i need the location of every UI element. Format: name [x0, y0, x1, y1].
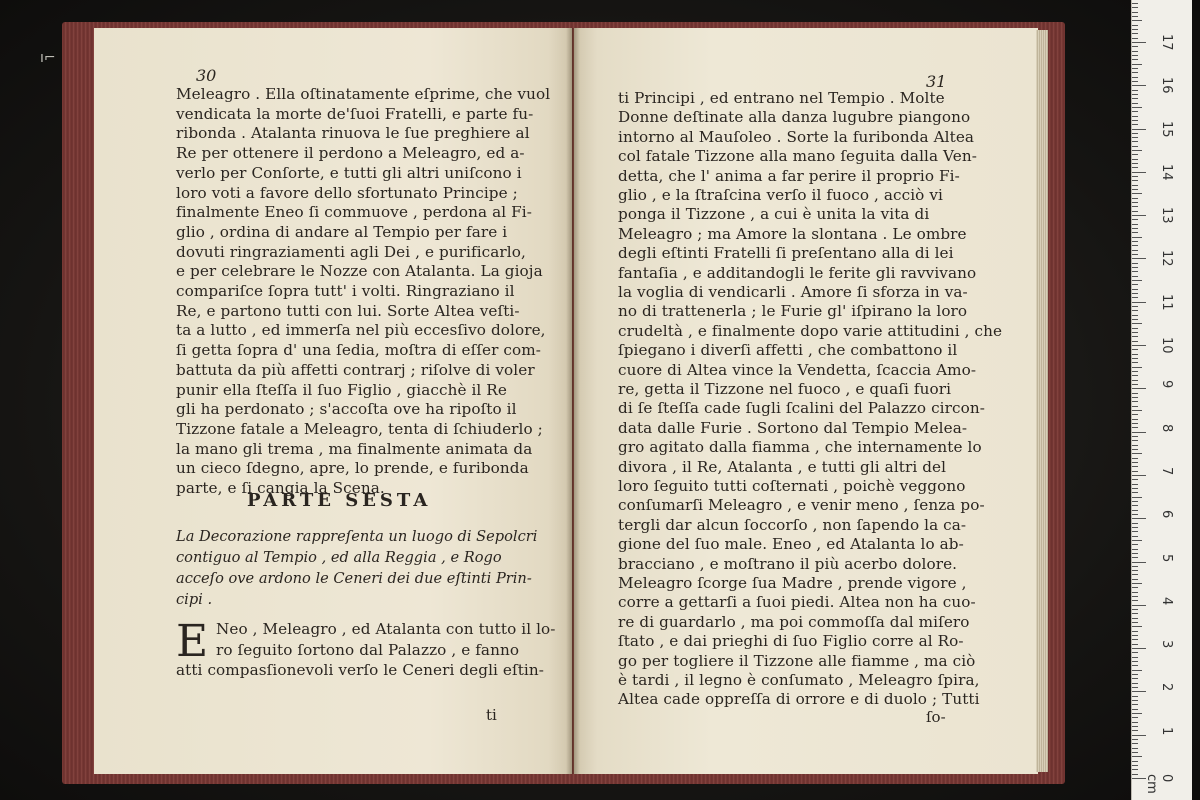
- ruler-tick: [1132, 345, 1146, 346]
- ruler-tick: [1132, 94, 1138, 95]
- ruler-tick: [1132, 596, 1138, 597]
- ruler-tick: [1132, 709, 1138, 710]
- catchword-left: ti: [486, 706, 497, 724]
- drop-cap: E: [176, 616, 209, 667]
- ruler-tick: [1132, 198, 1138, 199]
- ruler-tick: [1132, 332, 1138, 333]
- ruler-tick: [1132, 319, 1138, 320]
- ruler-tick: [1132, 16, 1138, 17]
- ruler-tick: [1132, 427, 1138, 428]
- text-line: no di trattenerla ; le Furie gl' iſpirano la loro: [618, 302, 968, 321]
- ruler-tick: [1132, 730, 1138, 731]
- text-line: ribonda . Atalanta rinuova le ſue preghiere al: [176, 124, 530, 143]
- measurement-ruler: [1131, 0, 1192, 800]
- ruler-tick: [1132, 154, 1138, 155]
- ruler-tick: [1132, 605, 1146, 606]
- ruler-tick: [1132, 458, 1138, 459]
- ruler-tick: [1132, 341, 1138, 342]
- ruler-tick: [1132, 423, 1138, 424]
- ruler-tick: [1132, 211, 1138, 212]
- section-heading: PARTE SESTA: [247, 490, 432, 511]
- ruler-tick: [1132, 644, 1138, 645]
- ruler-tick: [1132, 33, 1138, 34]
- ruler-tick: [1132, 527, 1138, 528]
- ruler-tick: [1132, 263, 1138, 264]
- ruler-tick: [1132, 107, 1142, 108]
- ruler-tick: [1132, 453, 1142, 454]
- ruler-tick: [1132, 462, 1138, 463]
- ruler-tick: [1132, 432, 1146, 433]
- ruler-tick: [1132, 652, 1138, 653]
- text-line: cuore di Altea vince la Vendetta, ſcaccia Amo-: [618, 360, 977, 379]
- text-line: crudeltà , e finalmente dopo varie attitudini , che: [618, 321, 1003, 340]
- right-page: [574, 28, 1038, 774]
- text-line: Neo , Meleagro , ed Atalanta con tutto il lo-: [216, 620, 556, 638]
- ruler-tick: [1132, 484, 1138, 485]
- ruler-tick: [1132, 280, 1142, 281]
- ruler-tick: [1132, 401, 1138, 402]
- text-line: parte, e ſi cangia la Scena.: [176, 479, 385, 497]
- ruler-tick: [1132, 72, 1138, 73]
- ruler-tick: [1132, 756, 1142, 757]
- text-line: glio , ordina di andare al Tempio per fare i: [176, 222, 508, 241]
- ruler-tick: [1132, 531, 1138, 532]
- ruler-tick: [1132, 98, 1138, 99]
- text-line: gro agitato dalla fiamma , che internamente lo: [618, 438, 982, 457]
- ruler-tick: [1132, 674, 1138, 675]
- ruler-tick: [1132, 505, 1138, 506]
- ruler-tick: [1132, 609, 1138, 610]
- ruler-tick: [1132, 739, 1138, 740]
- text-line: Tizzone fatale a Meleagro, tenta di ſchiuderlo ;: [176, 419, 543, 438]
- text-line: ſi getta ſopra d' una ſedia, moſtra di eſſer com-: [176, 341, 542, 360]
- ruler-tick: [1132, 232, 1138, 233]
- ruler-tick: [1132, 293, 1138, 294]
- ruler-tick: [1132, 219, 1138, 220]
- ruler-tick: [1132, 237, 1142, 238]
- ruler-tick: [1132, 479, 1138, 480]
- decoration-line: cipi .: [176, 591, 213, 608]
- text-line: ponga il Tizzone , a cui è unita la vita di: [618, 205, 930, 224]
- ruler-label: 11: [1159, 293, 1174, 311]
- ruler-tick: [1132, 167, 1138, 168]
- text-line: atti compasſionevoli verſo le Ceneri degli eſtin-: [176, 661, 544, 679]
- ruler-label: 8: [1159, 423, 1174, 432]
- decoration-line: La Decorazione rappreſenta un luogo di Sepolcri: [176, 528, 538, 545]
- ruler-tick: [1132, 665, 1138, 666]
- text-line: Meleagro ; ma Amore la slontana . Le ombre: [618, 224, 967, 243]
- ruler-tick: [1132, 375, 1138, 376]
- text-line: corre a gettarſi a ſuoi piedi. Altea non ha cuo-: [618, 593, 976, 612]
- ruler-tick: [1132, 284, 1138, 285]
- ruler-tick: [1132, 393, 1138, 394]
- text-line: vendicata la morte de'ſuoi Fratelli, e parte fu-: [176, 104, 534, 123]
- text-line: fantaſia , e additandogli le ferite gli ravvivano: [618, 263, 977, 282]
- ruler-tick: [1132, 722, 1138, 723]
- ruler-label: 12: [1159, 250, 1174, 267]
- ruler-tick: [1132, 362, 1138, 363]
- ruler-tick: [1132, 774, 1138, 775]
- ruler-tick: [1132, 696, 1138, 697]
- text-line: degli eſtinti Fratelli ſi preſentano alla di lei: [618, 244, 954, 263]
- ruler-tick: [1132, 380, 1138, 381]
- ruler-tick: [1132, 349, 1138, 350]
- text-line: go per togliere il Tizzone alle fiamme , ma ciò: [618, 651, 976, 670]
- ruler-tick: [1132, 176, 1138, 177]
- ruler-tick: [1132, 20, 1142, 21]
- ruler-tick: [1132, 492, 1138, 493]
- page-number-left: 30: [196, 66, 217, 85]
- left-page: [94, 28, 572, 774]
- ruler-tick: [1132, 587, 1138, 588]
- text-line: gione del ſuo male. Eneo , ed Atalanta lo ab-: [618, 535, 964, 554]
- ruler-tick: [1132, 713, 1142, 714]
- decoration-line: contiguo al Tempio , ed alla Reggia , e Rogo: [176, 549, 502, 566]
- ruler-tick: [1132, 193, 1142, 194]
- decoration-line: acceſo ove ardono le Ceneri dei due eſtinti Prin-: [176, 570, 532, 587]
- ruler-tick: [1132, 228, 1138, 229]
- text-line: loro ſeguito tutti coſternati , poichè veggono: [618, 477, 966, 495]
- ruler-tick: [1132, 657, 1138, 658]
- ruler-tick: [1132, 592, 1138, 593]
- ruler-tick: [1132, 635, 1138, 636]
- ruler-tick: [1132, 354, 1138, 355]
- text-line: glio , e la ſtraſcina verſo il fuoco , acciò vi: [618, 186, 943, 204]
- ruler-tick: [1132, 726, 1138, 727]
- ruler-tick: [1132, 271, 1138, 272]
- ruler-tick: [1132, 618, 1138, 619]
- ruler-tick: [1132, 367, 1142, 368]
- text-line: la voglia di vendicarli . Amore ſi sforza in va-: [618, 283, 968, 301]
- text-line: e per celebrare le Nozze con Atalanta. La gioja: [176, 262, 543, 281]
- ruler-tick: [1132, 501, 1138, 502]
- ruler-tick: [1132, 613, 1138, 614]
- ruler-tick: [1132, 471, 1138, 472]
- ruler-tick: [1132, 475, 1146, 476]
- ruler-tick: [1132, 466, 1138, 467]
- ruler-tick: [1132, 150, 1142, 151]
- ruler-tick: [1132, 388, 1146, 389]
- ruler-tick: [1132, 297, 1138, 298]
- ruler-tick: [1132, 258, 1146, 259]
- ruler-tick: [1132, 626, 1142, 627]
- ruler-label: 1: [1159, 726, 1174, 735]
- ruler-tick: [1132, 302, 1146, 303]
- ruler-tick: [1132, 306, 1138, 307]
- ruler-tick: [1132, 328, 1138, 329]
- ruler-tick: [1132, 3, 1138, 4]
- ruler-label: 17: [1159, 33, 1174, 51]
- ruler-tick: [1132, 129, 1146, 130]
- ruler-tick: [1132, 449, 1138, 450]
- ruler-tick: [1132, 85, 1146, 86]
- ruler-tick: [1132, 397, 1138, 398]
- ruler-tick: [1132, 336, 1138, 337]
- ruler-tick: [1132, 202, 1138, 203]
- text-line: tergli dar alcun ſoccorſo , non ſapendo la ca-: [618, 515, 967, 534]
- text-line: Re per ottenere il perdono a Meleagro, ed a-: [176, 144, 525, 163]
- text-line: la mano gli trema , ma finalmente animata da: [176, 439, 533, 458]
- ruler-tick: [1132, 648, 1146, 649]
- ruler-label: 0 cm: [1144, 774, 1174, 794]
- ruler-tick: [1132, 406, 1138, 407]
- text-line: ti Principi , ed entrano nel Tempio . Molte: [618, 89, 945, 107]
- ruler-tick: [1132, 64, 1142, 65]
- text-line: un cieco ſdegno, apre, lo prende, e furibonda: [176, 459, 529, 478]
- ruler-tick: [1132, 562, 1146, 563]
- text-line: compariſce ſopra tutt' i volti. Ringraziano il: [176, 282, 515, 300]
- ruler-tick: [1132, 163, 1138, 164]
- ruler-tick: [1132, 159, 1138, 160]
- ruler-tick: [1132, 687, 1138, 688]
- ruler-tick: [1132, 189, 1138, 190]
- ruler-tick: [1132, 90, 1138, 91]
- ruler-label: 15: [1159, 120, 1174, 138]
- ruler-tick: [1132, 42, 1146, 43]
- ruler-tick: [1132, 765, 1138, 766]
- ruler-label: 13: [1159, 207, 1174, 224]
- ruler-tick: [1132, 414, 1138, 415]
- ruler-tick: [1132, 29, 1138, 30]
- ruler-tick: [1132, 120, 1138, 121]
- text-line: Meleagro ſcorge ſua Madre , prende vigore ,: [618, 574, 967, 592]
- text-line: data dalle Furie . Sortono dal Tempio Melea-: [618, 418, 968, 437]
- ruler-tick: [1132, 180, 1138, 181]
- text-line: punir ella ſteſſa il ſuo Figlio , giacchè il Re: [176, 380, 507, 399]
- ruler-tick: [1132, 678, 1138, 679]
- ruler-tick: [1132, 206, 1138, 207]
- ruler-tick: [1132, 445, 1138, 446]
- ruler-tick: [1132, 510, 1138, 511]
- ruler-tick: [1132, 553, 1138, 554]
- ruler-tick: [1132, 419, 1138, 420]
- ruler-tick: [1132, 224, 1138, 225]
- ruler-tick: [1132, 146, 1138, 147]
- text-line: ſpiegano i diverſi affetti , che combattono il: [618, 341, 958, 360]
- ruler-tick: [1132, 384, 1138, 385]
- ruler-tick: [1132, 250, 1138, 251]
- catchword-right: ſo-: [926, 708, 946, 726]
- ruler-tick: [1132, 124, 1138, 125]
- text-line: gli ha perdonato ; s'accoſta ove ha ripoſto il: [176, 400, 517, 419]
- ruler-tick: [1132, 670, 1142, 671]
- ruler-tick: [1132, 557, 1138, 558]
- ruler-tick: [1132, 55, 1138, 56]
- ruler-tick: [1132, 574, 1138, 575]
- ruler-tick: [1132, 631, 1138, 632]
- ruler-tick: [1132, 77, 1138, 78]
- ruler-tick: [1132, 436, 1138, 437]
- ruler-tick: [1132, 622, 1138, 623]
- ruler-tick: [1132, 540, 1142, 541]
- ruler-tick: [1132, 523, 1138, 524]
- ruler-label: 2: [1159, 683, 1174, 692]
- text-line: Donne deſtinate alla danza lugubre piangono: [618, 108, 971, 127]
- ruler-tick: [1132, 761, 1138, 762]
- text-line: intorno al Mauſoleo . Sorte la furibonda Altea: [618, 127, 975, 146]
- ruler-tick: [1132, 38, 1138, 39]
- text-line: battuta da più affetti contrarj ; riſolve di voler: [176, 360, 535, 379]
- ruler-tick: [1132, 323, 1142, 324]
- ruler-tick: [1132, 691, 1146, 692]
- text-line: Meleagro . Ella oſtinatamente eſprime, che vuol: [176, 85, 551, 103]
- ruler-tick: [1132, 68, 1138, 69]
- text-line: bracciano , e moſtrano il più acerbo dolore.: [618, 554, 958, 573]
- book-gutter: [566, 28, 580, 774]
- text-line: divora , il Re, Atalanta , e tutti gli altri del: [618, 457, 947, 476]
- ruler-label: 7: [1159, 466, 1174, 476]
- text-line: ro ſeguito ſortono dal Palazzo , e fanno: [216, 640, 520, 659]
- ruler-tick: [1132, 59, 1138, 60]
- ruler-tick: [1132, 497, 1142, 498]
- ruler-tick: [1132, 7, 1138, 8]
- text-line: verlo per Conſorte, e tutti gli altri uniſcono i: [176, 163, 522, 182]
- ruler-tick: [1132, 111, 1138, 112]
- ruler-tick: [1132, 566, 1138, 567]
- page-edges: [1036, 30, 1048, 772]
- ruler-label: 9: [1159, 380, 1174, 389]
- ruler-tick: [1132, 103, 1138, 104]
- ruler-label: 3: [1159, 640, 1174, 649]
- ruler-tick: [1132, 570, 1138, 571]
- page-number-right: 31: [926, 72, 947, 91]
- ruler-tick: [1132, 315, 1138, 316]
- ruler-tick: [1132, 639, 1138, 640]
- ruler-tick: [1132, 133, 1138, 134]
- text-line: ſtato , e dai prieghi di ſuo Figlio corre al Ro-: [618, 632, 964, 651]
- ruler-tick: [1132, 12, 1138, 13]
- ruler-tick: [1132, 241, 1138, 242]
- ruler-label: 16: [1159, 77, 1174, 94]
- text-line: dovuti ringraziamenti agli Dei , e purificarlo,: [176, 242, 526, 261]
- ruler-label: 6: [1159, 510, 1174, 519]
- ruler-tick: [1132, 254, 1138, 255]
- ruler-tick: [1132, 600, 1138, 601]
- text-line: ta a lutto , ed immerſa nel più eccesſivo dolore,: [176, 321, 546, 340]
- ruler-tick: [1132, 769, 1138, 770]
- ruler-tick: [1132, 488, 1138, 489]
- ruler-tick: [1132, 579, 1138, 580]
- ruler-tick: [1132, 410, 1142, 411]
- ruler-tick: [1132, 215, 1146, 216]
- ruler-tick: [1132, 172, 1146, 173]
- ruler-tick: [1132, 440, 1138, 441]
- ruler-tick: [1132, 185, 1138, 186]
- text-line: conſumarſi Meleagro , e venir meno , ſenza po-: [618, 496, 985, 515]
- ruler-tick: [1132, 116, 1138, 117]
- text-line: è tardi , il legno è conſumato , Meleagro ſpira,: [618, 671, 980, 689]
- text-line: col fatale Tizzone alla mano ſeguita dalla Ven-: [618, 147, 977, 166]
- ruler-tick: [1132, 743, 1138, 744]
- text-line: detta, che l' anima a far perire il proprio Fi-: [618, 166, 960, 185]
- ruler-label: 5: [1159, 553, 1174, 562]
- ruler-tick: [1132, 81, 1138, 82]
- ruler-tick: [1132, 549, 1138, 550]
- ruler-tick: [1132, 46, 1138, 47]
- ruler-tick: [1132, 536, 1138, 537]
- ruler-tick: [1132, 683, 1138, 684]
- ruler-tick: [1132, 358, 1138, 359]
- ruler-tick: [1132, 25, 1138, 26]
- ruler-tick: [1132, 141, 1138, 142]
- ruler-tick: [1132, 137, 1138, 138]
- text-line: Altea cade oppreſſa di orrore e di duolo ; Tutti: [618, 690, 980, 709]
- ruler-tick: [1132, 700, 1138, 701]
- text-line: finalmente Eneo ſi commuove , perdona al Fi-: [176, 203, 532, 222]
- ruler-tick: [1132, 518, 1146, 519]
- text-line: di ſe ſteſſa cade ſugli ſcalini del Palazzo circon-: [618, 399, 985, 418]
- ruler-tick: [1132, 371, 1138, 372]
- ruler-label: 14: [1159, 163, 1174, 181]
- text-line: re, getta il Tizzone nel fuoco , e quaſi fuori: [618, 380, 952, 398]
- ruler-tick: [1132, 267, 1138, 268]
- text-line: loro voti a favore dello sfortunato Principe ;: [176, 183, 518, 202]
- ruler-tick: [1132, 310, 1138, 311]
- ruler-tick: [1132, 717, 1138, 718]
- text-line: re di guardarlo , ma poi commoſſa dal miſero: [618, 612, 970, 631]
- ruler-tick: [1132, 544, 1138, 545]
- ruler-label: 10: [1159, 337, 1174, 354]
- ruler-tick: [1132, 276, 1138, 277]
- ruler-tick: [1132, 661, 1138, 662]
- ruler-tick: [1132, 748, 1138, 749]
- edge-mark: ı⌐: [40, 50, 56, 66]
- ruler-tick: [1132, 735, 1146, 736]
- ruler-tick: [1132, 583, 1142, 584]
- ruler-tick: [1132, 514, 1138, 515]
- ruler-tick: [1132, 704, 1138, 705]
- ruler-tick: [1132, 51, 1138, 52]
- ruler-tick: [1132, 245, 1138, 246]
- text-line: Re, e partono tutti con lui. Sorte Altea veſti-: [176, 301, 520, 320]
- ruler-tick: [1132, 752, 1138, 753]
- ruler-tick: [1132, 289, 1138, 290]
- ruler-label: 4: [1159, 596, 1174, 606]
